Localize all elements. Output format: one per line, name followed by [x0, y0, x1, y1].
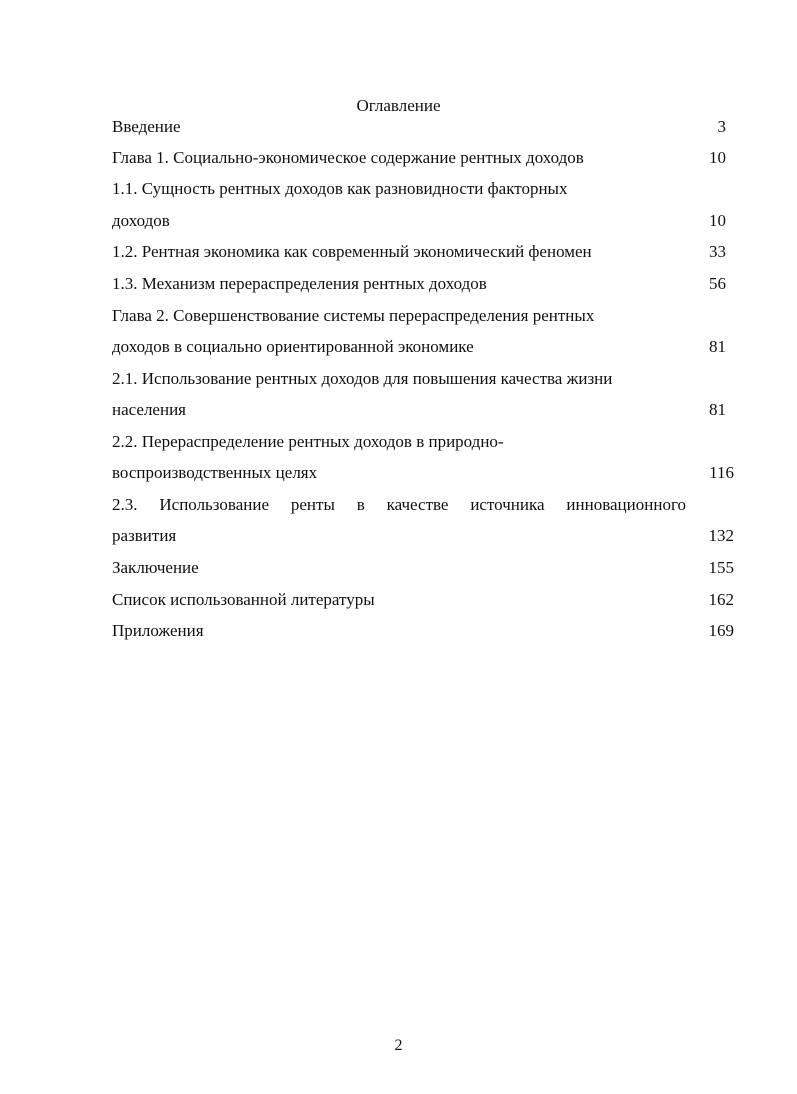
toc-entry-section-2-1-line-2	[112, 399, 734, 421]
toc-entry-label: Глава 1. Социально-экономическое содержание рентных доходов	[112, 148, 584, 167]
toc-entry-page: 81	[709, 400, 726, 419]
toc-entry-references	[112, 589, 734, 611]
toc-entry-label: 2.2. Перераспределение рентных доходов в природно-	[112, 432, 504, 451]
toc-entry-section-1-1-line-1	[112, 178, 734, 200]
toc-entry-page: 10	[709, 211, 726, 230]
toc-entry-page: 56	[709, 274, 726, 293]
toc-entry-page: 10	[709, 148, 726, 167]
toc-entry-label: 1.3. Механизм перераспределения рентных доходов	[112, 274, 487, 293]
toc-entry-page: 162	[708, 590, 734, 609]
toc-entry-chapter-1	[112, 147, 734, 169]
page-number: 2	[394, 1037, 403, 1054]
toc-entry-section-2-1-line-1	[112, 368, 734, 390]
toc-entry-page: 3	[717, 117, 726, 136]
toc-entry-label: 1.1. Сущность рентных доходов как разновидности факторных	[112, 179, 568, 198]
toc-entry-page: 169	[708, 621, 734, 640]
toc-entry-label: Заключение	[112, 558, 199, 577]
toc-entry-page: 155	[708, 558, 734, 577]
toc-entry-appendices	[112, 620, 734, 642]
toc-entry-conclusion	[112, 557, 734, 579]
toc-entry-page: 81	[709, 337, 726, 356]
toc-entry-label: 2.3. Использование ренты в качестве источника инновационного	[112, 495, 686, 514]
toc-entry-label: доходов в социально ориентированной экономике	[112, 337, 474, 356]
toc-entry-label: развития	[112, 526, 177, 545]
toc-entry-section-2-3-line-1	[112, 494, 734, 516]
toc-entry-page: 132	[708, 526, 734, 545]
toc-entry-label: населения	[112, 400, 186, 419]
toc-entry-label: Введение	[112, 117, 181, 136]
toc-entry-label: воспроизводственных целях	[112, 463, 318, 482]
toc-entry-label: 1.2. Рентная экономика как современный экономический феномен	[112, 242, 592, 261]
toc-entry-chapter-2-line-2	[112, 336, 734, 358]
page-title: Оглавление	[356, 96, 441, 115]
toc-entry-label: доходов	[112, 211, 170, 230]
toc-entry-label: 2.1. Использование рентных доходов для повышения качества жизни	[112, 369, 613, 388]
toc-entry-section-1-2	[112, 241, 734, 263]
toc-entry-page: 33	[709, 242, 726, 261]
toc-entry-label: Список использованной литературы	[112, 590, 375, 609]
toc-entry-section-2-2-line-1	[112, 431, 734, 453]
toc-entry-chapter-2-line-1	[112, 305, 734, 327]
toc-entry-section-2-3-line-2	[112, 525, 734, 547]
toc-entry-label: Глава 2. Совершенствование системы перераспределения рентных	[112, 306, 595, 325]
toc-entry-section-1-3	[112, 273, 734, 295]
toc-entry-section-1-1-line-2	[112, 210, 734, 232]
toc-entry-label: Приложения	[112, 621, 204, 640]
toc-entry-section-2-2-line-2	[112, 462, 734, 484]
toc-entry-introduction	[112, 116, 734, 138]
toc-entry-page: 116	[709, 463, 734, 482]
